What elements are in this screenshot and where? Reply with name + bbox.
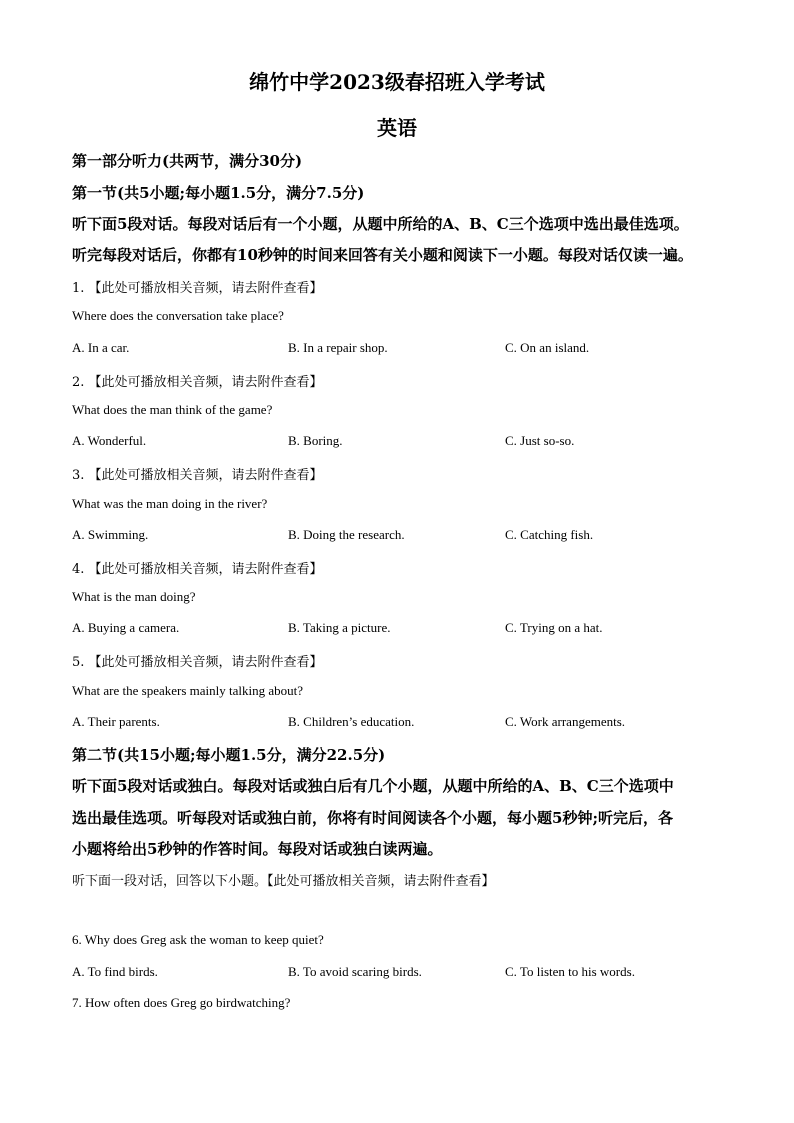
section2-instruction-line1: 听下面5段对话或独白。每段对话或独白后有几个小题，从题中所给的A、B、C三个选项中 (72, 777, 674, 795)
option-b: B. Doing the research. (288, 527, 405, 542)
option-b: B. Children’s education. (288, 714, 415, 729)
option-c: C. Just so-so. (505, 433, 575, 448)
part1-heading: 第一部分听力(共两节，满分30分) (72, 152, 303, 170)
dialogue-intro: 听下面一段对话，回答以下小题。【此处可播放相关音频，请去附件查看】 (72, 874, 495, 889)
audio-marker: 3. 【此处可播放相关音频，请去附件查看】 (72, 468, 323, 483)
section2-instruction-line3: 小题将给出5秒钟的作答时间。每段对话或独白读两遍。 (72, 840, 443, 858)
question-text: 6. Why does Greg ask the woman to keep quiet? (72, 932, 324, 947)
option-c: C. To listen to his words. (505, 964, 635, 979)
option-a: A. To find birds. (72, 964, 158, 979)
section1-heading: 第一节(共5小题;每小题1.5分，满分7.5分) (72, 184, 365, 202)
option-b: B. To avoid scaring birds. (288, 964, 422, 979)
audio-marker: 2. 【此处可播放相关音频，请去附件查看】 (72, 375, 323, 390)
option-a: A. Their parents. (72, 714, 160, 729)
audio-marker: 5. 【此处可播放相关音频，请去附件查看】 (72, 655, 323, 670)
option-b: B. Taking a picture. (288, 620, 391, 635)
subject-title: 英语 (377, 116, 417, 140)
option-a: A. In a car. (72, 340, 130, 355)
audio-marker: 4. 【此处可播放相关音频，请去附件查看】 (72, 562, 323, 577)
option-b: B. Boring. (288, 433, 343, 448)
question-text: Where does the conversation take place? (72, 308, 284, 323)
option-a: A. Buying a camera. (72, 620, 180, 635)
section1-instruction-line2: 听完每段对话后，你都有10秒钟的时间来回答有关小题和阅读下一小题。每段对话仅读一遍。 (72, 246, 693, 264)
section2-instruction-line2: 选出最佳选项。听每段对话或独白前，你将有时间阅读各个小题，每小题5秒钟;听完后，各 (72, 809, 673, 827)
question-text: What is the man doing? (72, 589, 196, 604)
option-a: A. Wonderful. (72, 433, 147, 448)
question-text: What does the man think of the game? (72, 402, 273, 417)
question-text: What are the speakers mainly talking about? (72, 683, 304, 698)
option-c: C. Trying on a hat. (505, 620, 603, 635)
audio-marker: 1. 【此处可播放相关音频，请去附件查看】 (72, 281, 323, 296)
section1-instruction-line1: 听下面5段对话。每段对话后有一个小题，从题中所给的A、B、C三个选项中选出最佳选项。 (72, 215, 689, 233)
question-text: 7. How often does Greg go birdwatching? (72, 995, 291, 1010)
exam-title: 绵竹中学2023级春招班入学考试 (249, 70, 545, 94)
option-c: C. On an island. (505, 340, 590, 355)
section2-heading: 第二节(共15小题;每小题1.5分，满分22.5分) (72, 746, 386, 764)
question-text: What was the man doing in the river? (72, 496, 268, 511)
option-c: C. Work arrangements. (505, 714, 626, 729)
option-c: C. Catching fish. (505, 527, 594, 542)
option-a: A. Swimming. (72, 527, 149, 542)
option-b: B. In a repair shop. (288, 340, 388, 355)
